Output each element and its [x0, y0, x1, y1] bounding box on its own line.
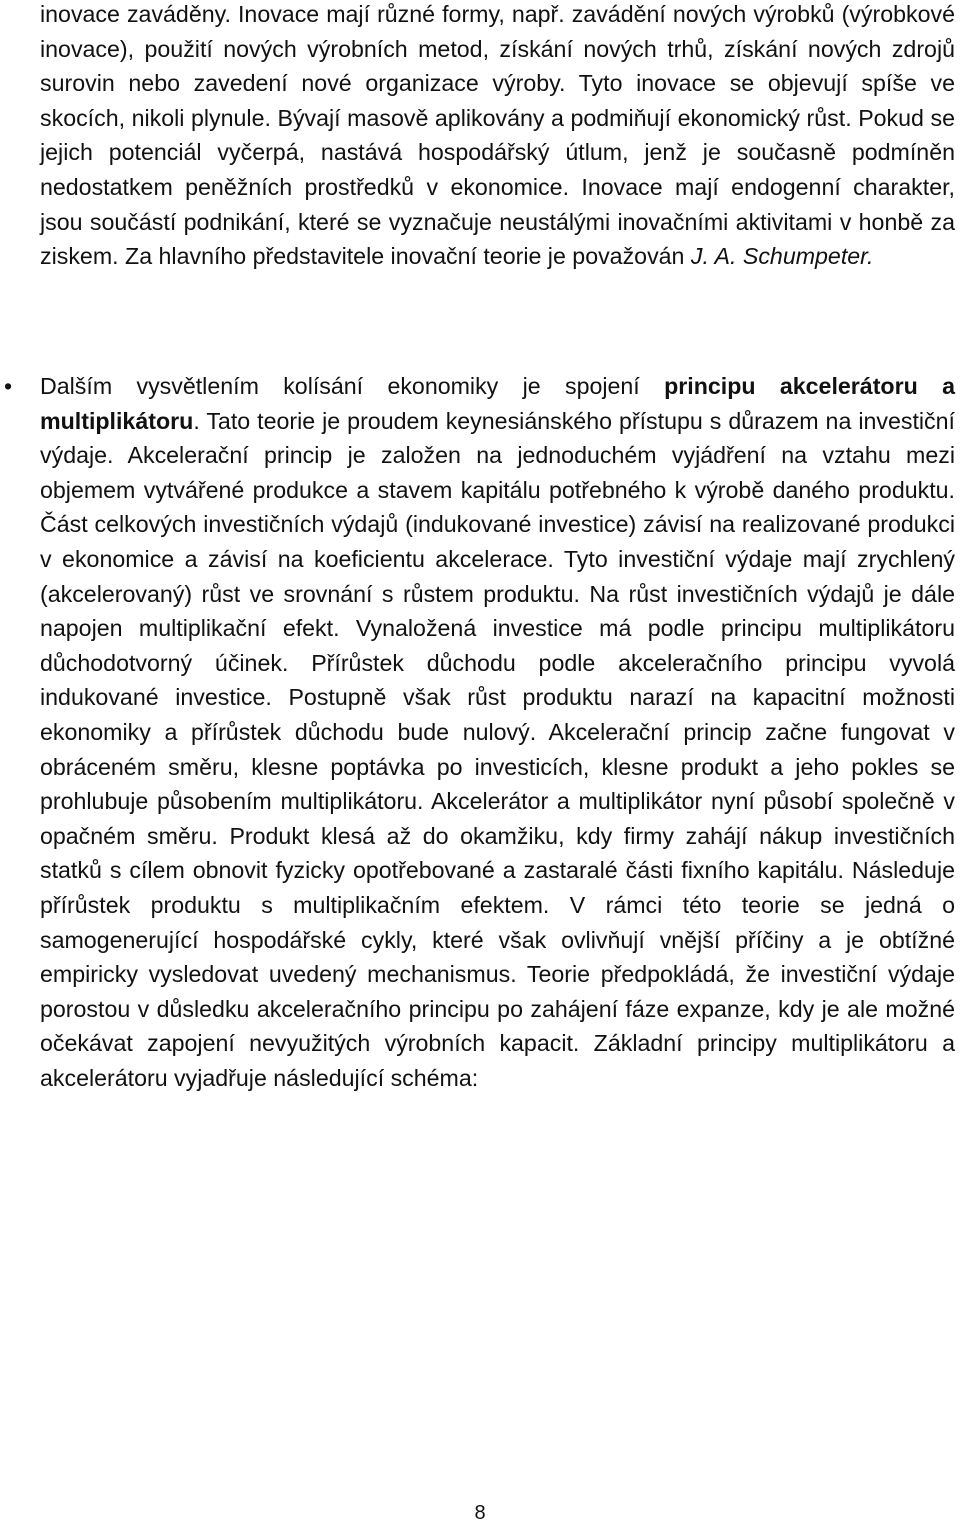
paragraph-lead: Dalším vysvětlením kolísání ekonomiky je spojení — [40, 373, 665, 399]
bullet-marker: • — [4, 373, 13, 399]
bold-term: principu akcelerátoru a multiplikátoru — [40, 373, 955, 434]
paragraph-innovation-theory — [40, 0, 955, 274]
paragraph-accelerator-multiplier — [40, 369, 955, 1095]
paragraph-text: . Tato teorie je proudem keynesiánského přístupu s důrazem na investiční výdaje. Akcelerační princip je založen na jednoduchém vyjádření na vztahu mezi objemem vytvářené produkce a stavem kapitálu potřebného k výrobě daného produktu. Část celkových investičních výdajů (indukované investice) závisí na realizované produkci v ekonomice a závisí na koeficientu akcelerace. Tyto investiční výdaje mají zrychlený (akcelerovaný) růst ve srovnání s růstem produktu. Na růst investičních výdajů je dále napojen multiplikační efekt. Vynaložená investice má podle principu multiplikátoru důchodotvorný účinek. Přírůstek důchodu podle akceleračního principu vyvolá indukované investice. Postupně však růst produktu narazí na kapacitní možnosti ekonomiky a přírůstek důchodu bude nulový. Akcelerační princip začne fungovat v obráceném směru, klesne poptávka po investicích, klesne produkt a jeho pokles se prohlubuje působením multiplikátoru. Akcelerátor a multiplikátor nyní působí společně v opačném směru. Produkt klesá až do okamžiku, kdy firmy zahájí nákup investičních statků s cílem obnovit fyzicky opotřebované a zastaralé části fixního kapitálu. Následuje přírůstek produktu s multiplikačním efektem. V rámci této teorie se jedná o samogenerující hospodářské cykly, které však ovlivňují vnější příčiny a je obtížné empiricky vysledovat uvedený mechanismus. Teorie předpokládá, že investiční výdaje porostou v důsledku akceleračního principu po zahájení fáze expanze, kdy je ale možné očekávat zapojení nevyužitých výrobních kapacit. Základní principy multiplikátoru a akcelerátoru vyjadřuje následující schéma: — [40, 407, 955, 1091]
author-name: J. A. Schumpeter. — [690, 243, 874, 270]
page-number: 8 — [474, 1502, 486, 1524]
paragraph-text: inovace zaváděny. Inovace mají různé formy, např. zavádění nových výrobků (výrobkové inovace), použití nových výrobních metod, získání nových trhů, získání nových zdrojů surovin nebo zavedení nové organizace výroby. Tyto inovace se objevují spíše ve skocích, nikoli plynule. Bývají masově aplikovány a podmiňují ekonomický růst. Pokud se jejich potenciál vyčerpá, nastává hospodářský útlum, jenž je současně podmíněn nedostatkem peněžních prostředků v ekonomice. Inovace mají endogenní charakter, jsou součástí podnikání, které se vyznačuje neustálými inovačními aktivitami v honbě za ziskem. Za hlavního představitele inovační teorie je považován — [40, 1, 955, 270]
